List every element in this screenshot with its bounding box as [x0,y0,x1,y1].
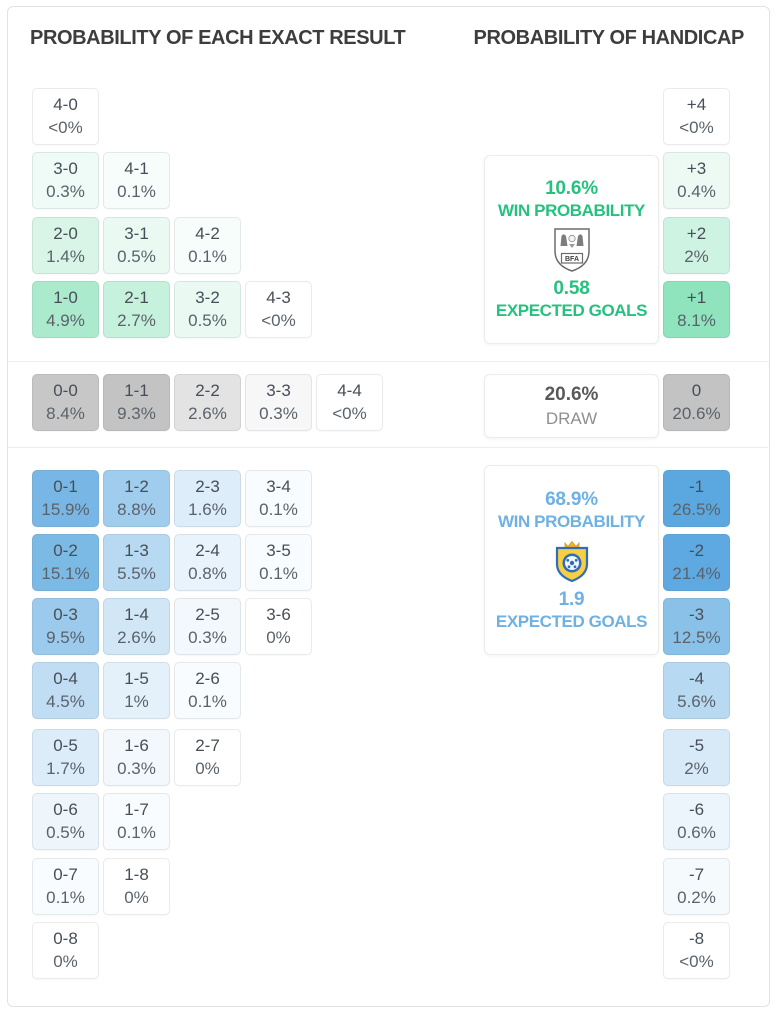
handicap-cell--7-probability: 0.2% [677,887,716,907]
result-cell-4-3-probability: <0% [261,310,296,330]
result-cell-1-4-probability: 2.6% [117,627,156,647]
result-cell-0-0-probability: 8.4% [46,403,85,423]
handicap-cell--1-probability: 26.5% [672,499,721,519]
result-cell-1-2-probability: 8.8% [117,499,156,519]
result-cell-1-6 [103,729,170,786]
handicap-cell-+4 [663,88,730,145]
result-cell-4-0 [32,88,99,145]
result-cell-0-1 [32,470,99,527]
result-cell-4-4-score: 4-4 [337,381,362,401]
result-cell-1-0-score: 1-0 [53,288,78,308]
result-cell-0-5-score: 0-5 [53,736,78,756]
result-cell-2-3-probability: 1.6% [188,499,227,519]
result-cell-0-1-score: 0-1 [53,477,78,497]
result-cell-2-5-probability: 0.3% [188,627,227,647]
result-cell-0-4-probability: 4.5% [46,691,85,711]
draw-probability: 20.6% [544,383,599,405]
result-cell-2-4-probability: 0.8% [188,563,227,583]
result-cell-4-3-score: 4-3 [266,288,291,308]
result-cell-1-7 [103,793,170,850]
handicap-cell--5-probability: 2% [684,758,709,778]
handicap-cell--8-probability: <0% [679,951,714,971]
result-cell-2-3-score: 2-3 [195,477,220,497]
handicap-cell-+2-score: +2 [686,224,707,244]
result-cell-4-4-probability: <0% [332,403,367,423]
handicap-cell--4 [663,662,730,719]
draw-label: DRAW [545,408,598,428]
result-cell-3-5 [245,534,312,591]
handicap-cell--3-score: -3 [688,605,705,625]
result-cell-1-0 [32,281,99,338]
handicap-title: PROBABILITY OF HANDICAP [473,27,744,49]
result-cell-3-1 [103,217,170,274]
result-cell-3-3-probability: 0.3% [259,403,298,423]
handicap-cell--8 [663,922,730,979]
home-crest-label: BFA [564,256,579,263]
result-cell-3-2-score: 3-2 [195,288,220,308]
handicap-cell-+2-probability: 2% [684,246,709,266]
result-cell-2-7 [174,729,241,786]
handicap-cell--2-probability: 21.4% [672,563,721,583]
result-cell-3-5-score: 3-5 [266,541,291,561]
result-cell-0-3-score: 0-3 [53,605,78,625]
result-cell-1-8-score: 1-8 [124,865,149,885]
result-cell-3-6 [245,598,312,655]
result-cell-2-1 [103,281,170,338]
result-cell-1-7-probability: 0.1% [117,822,156,842]
result-cell-1-1 [103,374,170,431]
away-expected-goals-label: EXPECTED GOALS [495,611,648,631]
handicap-cell-+4-score: +4 [686,95,707,115]
result-cell-3-4-probability: 0.1% [259,499,298,519]
result-cell-0-2 [32,534,99,591]
result-cell-1-3 [103,534,170,591]
handicap-cell--4-probability: 5.6% [677,691,716,711]
result-cell-1-5-probability: 1% [124,691,149,711]
home-expected-goals: 0.58 [553,278,590,299]
result-cell-1-2-score: 1-2 [124,477,149,497]
result-cell-1-6-score: 1-6 [124,736,149,756]
result-cell-0-7-score: 0-7 [53,865,78,885]
handicap-cell--5 [663,729,730,786]
result-cell-3-3-score: 3-3 [266,381,291,401]
result-cell-0-0-score: 0-0 [53,381,78,401]
result-cell-2-6 [174,662,241,719]
result-cell-2-4-score: 2-4 [195,541,220,561]
result-cell-0-6 [32,793,99,850]
result-cell-2-1-score: 2-1 [124,288,149,308]
result-cell-3-2 [174,281,241,338]
result-cell-4-0-probability: <0% [48,117,83,137]
handicap-cell-+1 [663,281,730,338]
result-cell-3-1-score: 3-1 [124,224,149,244]
result-cell-1-0-probability: 4.9% [46,310,85,330]
handicap-cell--3 [663,598,730,655]
away-win-probability-label: WIN PROBABILITY [498,511,645,531]
result-cell-2-1-probability: 2.7% [117,310,156,330]
result-cell-3-0-probability: 0.3% [46,181,85,201]
result-cell-2-2-score: 2-2 [195,381,220,401]
win-draw-divider [8,361,770,362]
result-cell-3-4-score: 3-4 [266,477,291,497]
result-cell-4-1-probability: 0.1% [117,181,156,201]
result-cell-0-7-probability: 0.1% [46,887,85,907]
result-cell-0-8 [32,922,99,979]
result-cell-0-3 [32,598,99,655]
result-cell-0-8-score: 0-8 [53,929,78,949]
handicap-cell--6-probability: 0.6% [677,822,716,842]
handicap-cell-0-score: 0 [691,381,702,401]
result-cell-2-2-probability: 2.6% [188,403,227,423]
result-cell-2-6-score: 2-6 [195,669,220,689]
handicap-cell--6 [663,793,730,850]
home-win-probability-label: WIN PROBABILITY [498,201,645,220]
result-cell-3-6-score: 3-6 [266,605,291,625]
result-cell-2-7-probability: 0% [195,758,220,778]
result-cell-1-8 [103,858,170,915]
handicap-cell--1-score: -1 [688,477,705,497]
result-cell-2-6-probability: 0.1% [188,691,227,711]
result-cell-1-2 [103,470,170,527]
result-cell-1-8-probability: 0% [124,887,149,907]
result-cell-0-3-probability: 9.5% [46,627,85,647]
result-cell-1-7-score: 1-7 [124,800,149,820]
result-cell-0-7 [32,858,99,915]
exact-result-title: PROBABILITY OF EACH EXACT RESULT [30,27,406,49]
result-cell-1-1-probability: 9.3% [117,403,156,423]
result-cell-1-5 [103,662,170,719]
handicap-cell-+3-score: +3 [686,159,707,179]
result-cell-0-8-probability: 0% [53,951,78,971]
result-cell-3-2-probability: 0.5% [188,310,227,330]
result-cell-1-6-probability: 0.3% [117,758,156,778]
result-cell-1-3-probability: 5.5% [117,563,156,583]
handicap-cell--7-score: -7 [688,865,705,885]
result-cell-0-6-probability: 0.5% [46,822,85,842]
home-win-summary [484,155,659,344]
result-cell-4-2-probability: 0.1% [188,246,227,266]
handicap-cell-+4-probability: <0% [679,117,714,137]
result-cell-1-1-score: 1-1 [124,381,149,401]
result-cell-0-2-score: 0-2 [53,541,78,561]
result-cell-4-2-score: 4-2 [195,224,220,244]
handicap-cell--7 [663,858,730,915]
result-cell-1-3-score: 1-3 [124,541,149,561]
handicap-cell--8-score: -8 [688,929,705,949]
result-cell-1-4 [103,598,170,655]
handicap-cell-+1-score: +1 [686,288,707,308]
result-cell-3-0 [32,152,99,209]
result-cell-0-4 [32,662,99,719]
result-cell-3-0-score: 3-0 [53,159,78,179]
away-win-probability: 68.9% [545,488,598,510]
result-cell-4-0-score: 4-0 [53,95,78,115]
result-cell-2-0-probability: 1.4% [46,246,85,266]
away-team-crest-icon [553,538,591,584]
result-cell-3-3 [245,374,312,431]
result-cell-0-2-probability: 15.1% [41,563,90,583]
result-cell-0-6-score: 0-6 [53,800,78,820]
home-win-probability: 10.6% [545,178,598,199]
result-cell-2-0 [32,217,99,274]
handicap-cell--2-score: -2 [688,541,705,561]
result-cell-0-1-probability: 15.9% [41,499,90,519]
result-cell-3-4 [245,470,312,527]
handicap-cell--3-probability: 12.5% [672,627,721,647]
handicap-cell-+3 [663,152,730,209]
result-cell-0-0 [32,374,99,431]
away-win-summary [484,465,659,655]
handicap-cell-+3-probability: 0.4% [677,181,716,201]
result-cell-2-0-score: 2-0 [53,224,78,244]
section-headers [30,27,744,50]
result-cell-4-1 [103,152,170,209]
handicap-cell-0-probability: 20.6% [672,403,721,423]
result-cell-2-5 [174,598,241,655]
home-expected-goals-label: EXPECTED GOALS [495,301,648,320]
handicap-cell--5-score: -5 [688,736,705,756]
result-cell-2-2 [174,374,241,431]
result-cell-3-5-probability: 0.1% [259,563,298,583]
result-cell-4-2 [174,217,241,274]
result-cell-2-5-score: 2-5 [195,605,220,625]
handicap-cell--6-score: -6 [688,800,705,820]
result-cell-2-3 [174,470,241,527]
result-cell-4-3 [245,281,312,338]
result-cell-0-5 [32,729,99,786]
result-cell-2-7-score: 2-7 [195,736,220,756]
result-cell-4-1-score: 4-1 [124,159,149,179]
handicap-cell-+1-probability: 8.1% [677,310,716,330]
result-cell-3-6-probability: 0% [266,627,291,647]
home-team-crest-icon [552,227,592,273]
result-cell-3-1-probability: 0.5% [117,246,156,266]
handicap-cell--4-score: -4 [688,669,705,689]
result-cell-4-4 [316,374,383,431]
result-cell-2-4 [174,534,241,591]
result-cell-1-4-score: 1-4 [124,605,149,625]
result-cell-0-4-score: 0-4 [53,669,78,689]
draw-summary [484,374,659,438]
handicap-cell-+2 [663,217,730,274]
draw-loss-divider [8,447,770,448]
away-expected-goals: 1.9 [558,588,585,610]
handicap-cell--2 [663,534,730,591]
handicap-cell-0 [663,374,730,431]
handicap-cell--1 [663,470,730,527]
result-cell-0-5-probability: 1.7% [46,758,85,778]
result-cell-1-5-score: 1-5 [124,669,149,689]
